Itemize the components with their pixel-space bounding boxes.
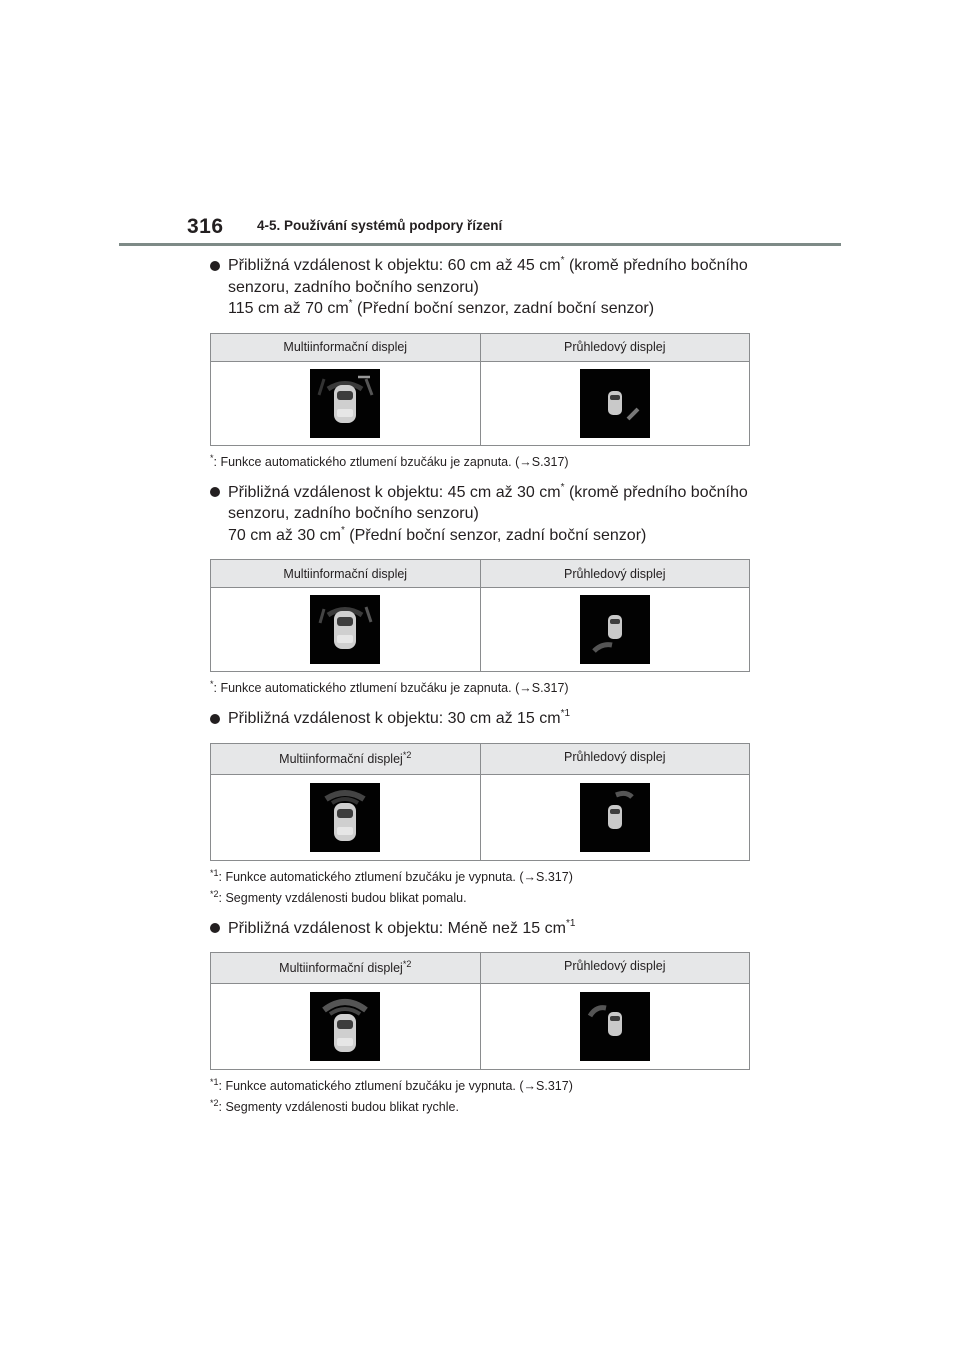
column-header: Multiinformační displej bbox=[211, 560, 481, 588]
bullet-dot-icon bbox=[210, 923, 220, 933]
bullet-line: Přibližná vzdálenost k objektu: 30 cm až 15 $cm^{*1}$ bbox=[228, 708, 571, 727]
bullet-item bbox=[210, 708, 755, 730]
table-cell bbox=[480, 361, 749, 445]
multi-info-display-image bbox=[310, 992, 380, 1061]
head-up-display-image bbox=[580, 595, 650, 664]
column-header: Průhledový displej bbox=[480, 953, 749, 984]
display-table bbox=[210, 333, 750, 446]
table-cell bbox=[211, 774, 481, 860]
table-cell bbox=[480, 774, 749, 860]
table-cell bbox=[211, 588, 481, 672]
footnote: $^{*1}$: Funkce automatického ztlumení bzučáku je vypnuta. (→S.317) bbox=[210, 867, 573, 884]
bullet-line: senzoru, zadního bočního senzoru) bbox=[228, 278, 479, 296]
multi-info-display-image bbox=[310, 369, 380, 438]
bullet-item bbox=[210, 255, 755, 320]
page-content bbox=[210, 253, 755, 1116]
bullet-dot-icon bbox=[210, 487, 220, 497]
head-up-display-image bbox=[580, 992, 650, 1061]
column-header: Multiinformační displej bbox=[211, 333, 481, 361]
bullet-item bbox=[210, 918, 755, 940]
table-cell bbox=[211, 361, 481, 445]
head-up-display-image bbox=[580, 783, 650, 852]
table-cell bbox=[211, 984, 481, 1070]
footnote: $^{*2}$: Segmenty vzdálenosti budou blikat pomalu. bbox=[210, 888, 467, 905]
column-header: Multiinformační displej$^{*2}$ bbox=[211, 953, 481, 984]
bullet-line: Přibližná vzdálenost k objektu: Méně než 15 $cm^{*1}$ bbox=[228, 917, 576, 937]
bullet-line: 115 cm až 70 cm* (Přední boční senzor, zadní boční senzor) bbox=[228, 298, 655, 317]
bullet-line: Přibližná vzdálenost k objektu: 60 cm až 45 cm* (kromě předního bočního bbox=[228, 255, 748, 274]
footnote: $^{*2}$: Segmenty vzdálenosti budou blikat rychle. bbox=[210, 1098, 459, 1114]
column-header: Průhledový displej bbox=[480, 560, 749, 588]
multi-info-display-image bbox=[310, 595, 380, 664]
bullet-line: senzoru, zadního bočního senzoru) bbox=[228, 505, 479, 522]
bullet-dot-icon bbox=[210, 714, 220, 724]
column-header: Multiinformační displej$^{*2}$ bbox=[211, 743, 481, 774]
table-cell bbox=[480, 984, 749, 1070]
bullet-line: Přibližná vzdálenost k objektu: 45 cm až 30 cm* (kromě předního bočního bbox=[228, 481, 748, 501]
display-table bbox=[210, 743, 750, 861]
display-table bbox=[210, 952, 750, 1070]
bullet-item bbox=[210, 482, 755, 547]
footnote: *: Funkce automatického ztlumení bzučáku je zapnuta. (→S.317) bbox=[210, 452, 569, 469]
column-header: Průhledový displej bbox=[480, 333, 749, 361]
page-header bbox=[0, 0, 960, 250]
footnote: $^{*1}$: Funkce automatického ztlumení bzučáku je vypnuta. (→S.317) bbox=[210, 1077, 573, 1093]
table-cell bbox=[480, 588, 749, 672]
column-header: Průhledový displej bbox=[480, 743, 749, 774]
section-title: 4-5. Používání systémů podpory řízení bbox=[257, 218, 503, 233]
display-table bbox=[210, 559, 750, 672]
footnote: *: Funkce automatického ztlumení bzučáku je zapnuta. (→S.317) bbox=[210, 679, 569, 695]
multi-info-display-image bbox=[310, 783, 380, 852]
header-rule bbox=[119, 243, 841, 246]
page-number: 316 bbox=[187, 215, 224, 238]
bullet-line: 70 cm až 30 cm* (Přední boční senzor, zadní boční senzor) bbox=[228, 524, 647, 544]
head-up-display-image bbox=[580, 369, 650, 438]
bullet-dot-icon bbox=[210, 261, 220, 271]
